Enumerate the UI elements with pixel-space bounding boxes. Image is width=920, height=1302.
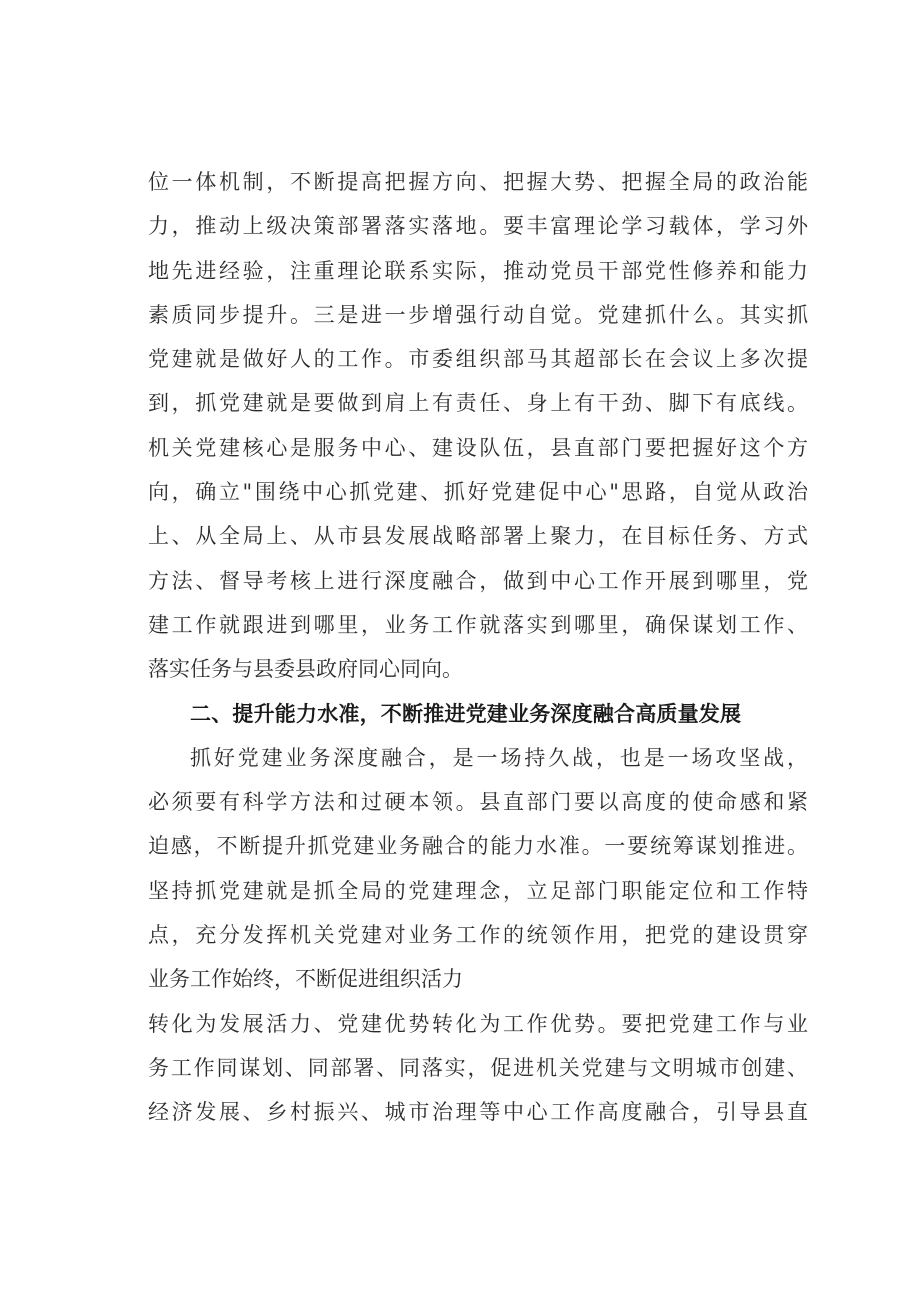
text-line: 落实任务与县委县政府同心同向。: [148, 657, 463, 682]
text-line: 力，推动上级决策部署落实落地。要丰富理论学习载体，学习外: [148, 214, 808, 239]
paragraph-2: [148, 736, 808, 1002]
text-line: 转化为发展活力、党建优势转化为工作优势。要把党建工作与业: [148, 1011, 808, 1036]
text-line: 地先进经验，注重理论联系实际，推动党员干部党性修养和能力: [148, 258, 808, 283]
section-heading: 二、提升能力水准，不断推进党建业务深度融合高质量发展: [190, 701, 742, 726]
text-line: 上、从全局上、从市县发展战略部署上聚力，在目标任务、方式: [148, 524, 808, 549]
text-line: 建工作就跟进到哪里，业务工作就落实到哪里，确保谋划工作、: [148, 612, 808, 637]
text-line: 必须要有科学方法和过硬本领。县直部门要以高度的使命感和紧: [148, 790, 808, 815]
text-line: 党建就是做好人的工作。市委组织部马其超部长在会议上多次提: [148, 347, 808, 372]
text-line: 经济发展、乡村振兴、城市治理等中心工作高度融合，引导县直: [148, 1100, 808, 1125]
text-line: 机关党建核心是服务中心、建设队伍，县直部门要把握好这个方: [148, 435, 808, 460]
text-line: 素质同步提升。三是进一步增强行动自觉。党建抓什么。其实抓: [148, 302, 808, 327]
text-line: 业务工作始终，不断促进组织活力: [148, 967, 463, 992]
text-line: 坚持抓党建就是抓全局的党建理念，立足部门职能定位和工作特: [148, 878, 808, 903]
text-line: 迫感，不断提升抓党建业务融合的能力水准。一要统筹谋划推进。: [148, 834, 808, 859]
text-line: 抓好党建业务深度融合，是一场持久战，也是一场攻坚战，: [190, 745, 808, 770]
text-line: 务工作同谋划、同部署、同落实，促进机关党建与文明城市创建、: [148, 1055, 808, 1080]
text-line: 到，抓党建就是要做到肩上有责任、身上有干劲、脚下有底线。: [148, 391, 808, 416]
text-line: 方法、督导考核上进行深度融合，做到中心工作开展到哪里，党: [148, 568, 808, 593]
paragraph-1: [148, 160, 808, 692]
document-body: [148, 160, 808, 1135]
text-line: 位一体机制，不断提高把握方向、把握大势、把握全局的政治能: [148, 170, 808, 194]
text-line: 向，确立"围绕中心抓党建、抓好党建促中心"思路，自觉从政治: [148, 480, 808, 505]
paragraph-3: [148, 1002, 808, 1135]
text-line: 点，充分发挥机关党建对业务工作的统领作用，把党的建设贯穿: [148, 923, 808, 948]
